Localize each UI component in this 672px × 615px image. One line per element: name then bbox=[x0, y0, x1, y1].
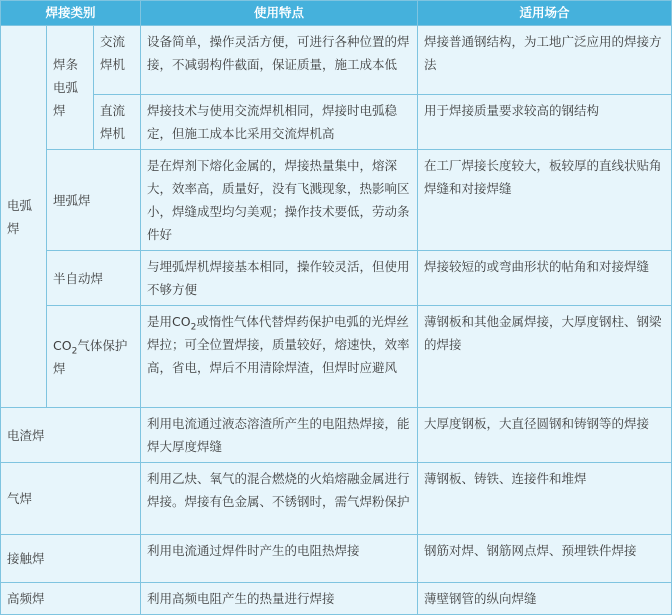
features-ac: 设备简单，操作灵活方便，可进行各种位置的焊接，不减弱构件截面，保证质量，施工成本低 bbox=[141, 26, 418, 95]
table-row bbox=[1, 95, 672, 150]
table-header-row bbox=[1, 1, 672, 26]
applications-semi-auto: 焊接较短的或弯曲形状的帖角和对接焊缝 bbox=[418, 251, 672, 306]
applications-co2-shielded: 薄钢板和其他金属焊接，大厚度钢柱、钢梁的焊接 bbox=[418, 306, 672, 408]
table-row bbox=[1, 583, 672, 615]
header-features: 使用特点 bbox=[141, 1, 418, 26]
applications-submerged-arc: 在工厂焊接长度较大，板较厚的直线状贴角焊缝和对接焊缝 bbox=[418, 150, 672, 251]
table-row bbox=[1, 306, 672, 408]
table-row bbox=[1, 26, 672, 95]
features-co2-shielded bbox=[141, 306, 418, 408]
features-submerged-arc: 是在焊剂下熔化金属的，焊接热量集中，熔深大，效率高，质量好，没有飞溅现象，热影响区小，焊缝成型均匀美观；操作技术要低，劳动条件好 bbox=[141, 150, 418, 251]
co2-features-subscript: 2 bbox=[190, 322, 197, 333]
category-electroslag: 电渣焊 bbox=[1, 408, 141, 463]
features-contact: 利用电流通过焊件时产生的电阻热焊接 bbox=[141, 535, 418, 583]
subcategory-submerged-arc: 埋弧焊 bbox=[47, 150, 141, 251]
applications-gas: 薄钢板、铸铁、连接件和堆焊 bbox=[418, 463, 672, 535]
table-row bbox=[1, 408, 672, 463]
category-contact: 接触焊 bbox=[1, 535, 141, 583]
features-dc: 焊接技术与使用交流焊机相同，焊接时电弧稳定，但施工成本比采用交流焊机高 bbox=[141, 95, 418, 150]
applications-ac: 焊接普通钢结构，为工地广泛应用的焊接方法 bbox=[418, 26, 672, 95]
table-row bbox=[1, 251, 672, 306]
table-row bbox=[1, 463, 672, 535]
category-arc-welding: 电弧焊 bbox=[1, 26, 47, 408]
machine-ac: 交流焊机 bbox=[94, 26, 141, 95]
features-high-frequency: 利用高频电阻产生的热量进行焊接 bbox=[141, 583, 418, 615]
co2-features-suffix: 或惰性气体代替焊药保护电弧的光焊丝焊拉；可全位置焊接，质量较好，熔速快，效率高，省电，焊后不用清除焊渣，但焊时应避风 bbox=[147, 314, 410, 375]
table-row bbox=[1, 150, 672, 251]
applications-contact: 钢筋对焊、钢筋网点焊、预埋铁件焊接 bbox=[418, 535, 672, 583]
co2-label-prefix: CO bbox=[53, 337, 72, 353]
applications-electroslag: 大厚度钢板，大直径圆钢和铸钢等的焊接 bbox=[418, 408, 672, 463]
header-applications: 适用场合 bbox=[418, 1, 672, 26]
applications-dc: 用于焊接质量要求较高的钢结构 bbox=[418, 95, 672, 150]
table-row bbox=[1, 535, 672, 583]
features-gas: 利用乙炔、氧气的混合燃烧的火焰熔融金属进行焊接。焊接有色金属、不锈钢时，需气焊粉保护 bbox=[141, 463, 418, 535]
features-electroslag: 利用电流通过液态溶渣所产生的电阻热焊接，能焊大厚度焊缝 bbox=[141, 408, 418, 463]
co2-label-suffix: 气体保护焊 bbox=[53, 337, 128, 376]
subcategory-co2-shielded bbox=[47, 306, 141, 408]
subcategory-manual-arc: 焊条电弧焊 bbox=[47, 26, 94, 150]
co2-features-prefix: 是用CO bbox=[147, 314, 191, 329]
subcategory-semi-auto: 半自动焊 bbox=[47, 251, 141, 306]
machine-dc: 直流焊机 bbox=[94, 95, 141, 150]
applications-high-frequency: 薄壁钢管的纵向焊缝 bbox=[418, 583, 672, 615]
co2-label-subscript: 2 bbox=[71, 346, 78, 356]
category-high-frequency: 高频焊 bbox=[1, 583, 141, 615]
category-gas: 气焊 bbox=[1, 463, 141, 535]
header-category: 焊接类别 bbox=[1, 1, 141, 26]
features-semi-auto: 与埋弧焊机焊接基本相同，操作较灵活，但使用不够方便 bbox=[141, 251, 418, 306]
